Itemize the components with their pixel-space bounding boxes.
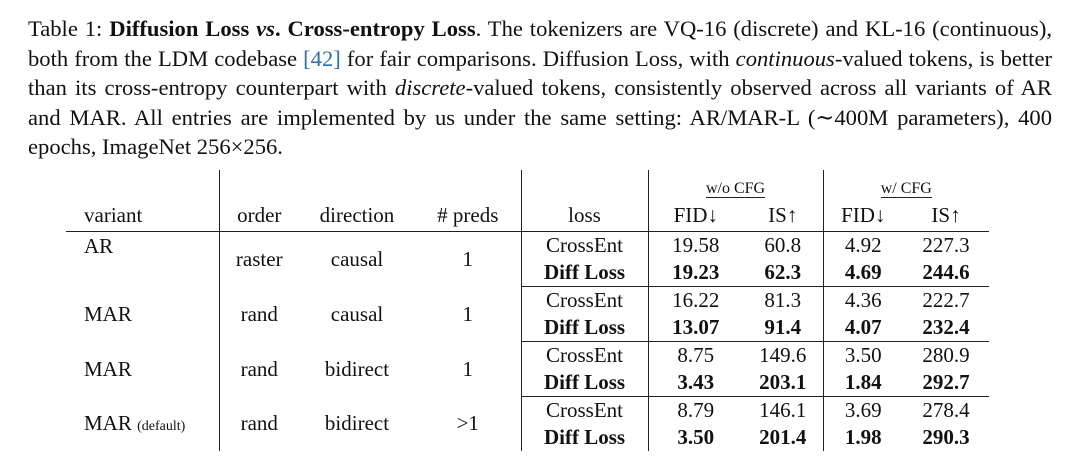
is-w-cfg-cell: 227.3 bbox=[922, 233, 970, 257]
fid-wo-cfg-cell: 3.43 bbox=[648, 369, 743, 397]
is-w-cfg-cell: 290.3 bbox=[922, 425, 970, 449]
fid-wo-cfg-cell: 19.58 bbox=[672, 233, 720, 257]
fid-wo-cfg-cell: 13.07 bbox=[648, 314, 743, 342]
fid-w-cfg-cell: 4.69 bbox=[823, 259, 903, 287]
table-row bbox=[66, 232, 989, 260]
preds-cell: 1 bbox=[415, 232, 521, 287]
group-header-row bbox=[66, 170, 989, 200]
variant-cell: AR bbox=[66, 232, 219, 287]
caption-text-4: -valued tokens, consistently observed across all variants of AR and MAR. All entries are implemented by us under the same setting: AR/MAR-L (∼400M parameters), 400 epochs, ImageNet 256×256. bbox=[28, 75, 1052, 159]
caption-text-3: -valued tokens, is better than its cross-entropy counterpart with bbox=[28, 45, 1052, 100]
table-row bbox=[66, 397, 989, 425]
order-cell: rand bbox=[240, 411, 278, 436]
group-header-w-cfg: w/ CFG bbox=[880, 180, 932, 197]
loss-cell: CrossEnt bbox=[521, 287, 648, 315]
caption-text-1: . The tokenizers are VQ-16 (discrete) and KL-16 (continuous), both from the LDM codebase bbox=[28, 16, 1053, 71]
fid-w-cfg-cell: 3.50 bbox=[844, 343, 882, 367]
header-fid-w-cfg: FID↓ bbox=[823, 200, 903, 232]
is-w-cfg-cell: 244.6 bbox=[903, 259, 989, 287]
group-header-wo-cfg: w/o CFG bbox=[648, 170, 823, 200]
loss-cell: Diff Loss bbox=[521, 314, 648, 342]
fid-w-cfg-cell: 4.07 bbox=[823, 314, 903, 342]
fid-w-cfg-cell: 4.92 bbox=[844, 233, 882, 257]
variant-cell: MAR bbox=[66, 342, 219, 397]
direction-cell: causal bbox=[330, 301, 384, 326]
order-cell: raster bbox=[235, 246, 283, 271]
header-variant: variant bbox=[66, 200, 219, 232]
fid-wo-cfg-cell: 8.79 bbox=[677, 398, 715, 422]
header-is-wo-cfg: IS↑ bbox=[743, 200, 823, 232]
direction-cell: causal bbox=[330, 246, 384, 271]
is-wo-cfg-cell: 81.3 bbox=[743, 287, 823, 315]
header-is-w-cfg: IS↑ bbox=[903, 200, 989, 232]
caption-emphasis-continuous: continuous bbox=[735, 45, 835, 71]
results-table bbox=[66, 170, 989, 451]
variant-note: (default) bbox=[137, 419, 186, 435]
column-header-row bbox=[66, 200, 989, 232]
is-w-cfg-cell: 222.7 bbox=[922, 288, 970, 312]
table-row bbox=[66, 287, 989, 315]
loss-cell: Diff Loss bbox=[521, 424, 648, 451]
caption-title-a: Diffusion Loss bbox=[109, 16, 250, 41]
is-w-cfg-cell: 278.4 bbox=[922, 398, 970, 422]
loss-cell: Diff Loss bbox=[521, 259, 648, 287]
header-fid-wo-cfg: FID↓ bbox=[648, 200, 743, 232]
fid-wo-cfg-cell: 3.50 bbox=[677, 425, 715, 449]
loss-cell: CrossEnt bbox=[521, 232, 648, 260]
fid-w-cfg-cell: 1.98 bbox=[844, 425, 882, 449]
fid-w-cfg-cell: 3.69 bbox=[844, 398, 882, 422]
header-direction: direction bbox=[299, 200, 415, 232]
is-wo-cfg-cell: 146.1 bbox=[743, 397, 823, 425]
is-wo-cfg-cell: 203.1 bbox=[743, 369, 823, 397]
caption-text-2: for fair comparisons. Diffusion Loss, with bbox=[340, 45, 736, 71]
loss-cell: Diff Loss bbox=[521, 369, 648, 397]
is-wo-cfg-cell: 62.3 bbox=[743, 259, 823, 287]
table-row bbox=[66, 342, 989, 370]
is-w-cfg-cell: 292.7 bbox=[903, 369, 989, 397]
caption-emphasis-discrete: discrete bbox=[394, 75, 466, 100]
direction-cell: bidirect bbox=[324, 356, 390, 381]
is-wo-cfg-cell: 91.4 bbox=[743, 314, 823, 342]
preds-cell: 1 bbox=[415, 287, 521, 342]
fid-wo-cfg-cell: 8.75 bbox=[677, 343, 715, 367]
is-wo-cfg-cell: 149.6 bbox=[743, 342, 823, 370]
fid-w-cfg-cell: 4.36 bbox=[844, 288, 882, 312]
is-wo-cfg-cell: 60.8 bbox=[743, 232, 823, 260]
variant-cell: MAR bbox=[66, 287, 219, 342]
preds-cell: >1 bbox=[415, 397, 521, 452]
header-preds: # preds bbox=[415, 200, 521, 232]
preds-cell: 1 bbox=[415, 342, 521, 397]
is-w-cfg-cell: 232.4 bbox=[903, 314, 989, 342]
loss-cell: CrossEnt bbox=[521, 342, 648, 370]
caption-title-vs: vs bbox=[256, 16, 275, 41]
caption-label: Table 1: bbox=[28, 16, 103, 41]
variant-cell: MAR (default) bbox=[66, 397, 219, 452]
fid-w-cfg-cell: 1.84 bbox=[823, 369, 903, 397]
fid-wo-cfg-cell: 16.22 bbox=[672, 288, 720, 312]
order-cell: rand bbox=[240, 356, 278, 381]
header-loss: loss bbox=[521, 200, 648, 232]
table-caption bbox=[28, 14, 1052, 162]
loss-cell: CrossEnt bbox=[521, 397, 648, 425]
caption-title-b: . Cross-entropy Loss bbox=[274, 16, 476, 41]
fid-wo-cfg-cell: 19.23 bbox=[648, 259, 743, 287]
citation-link[interactable]: [42] bbox=[303, 45, 341, 71]
order-cell: rand bbox=[240, 301, 278, 326]
is-wo-cfg-cell: 201.4 bbox=[743, 424, 823, 451]
is-w-cfg-cell: 280.9 bbox=[922, 343, 970, 367]
direction-cell: bidirect bbox=[324, 411, 390, 436]
header-order: order bbox=[219, 200, 299, 232]
